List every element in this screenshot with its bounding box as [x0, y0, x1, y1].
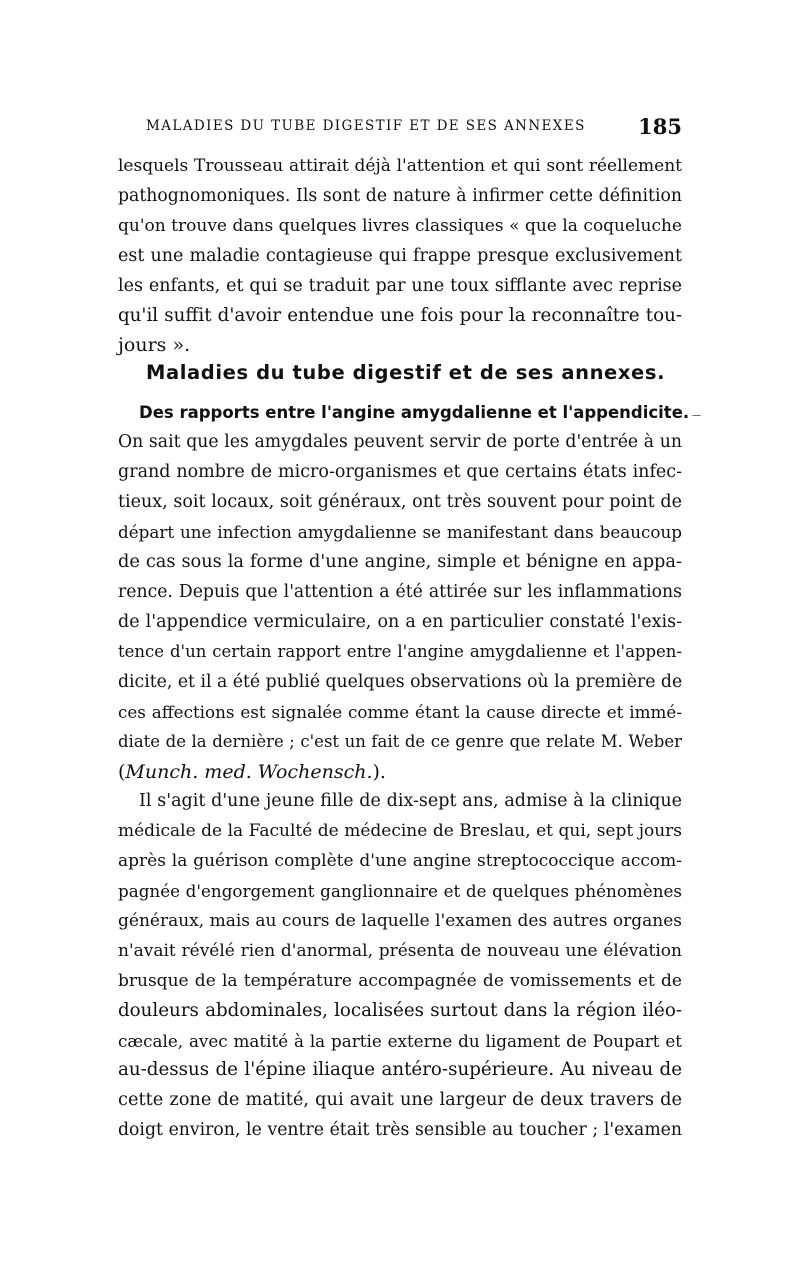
text-line: n'avait révélé rien d'anormal, présenta de nouveau une élévation — [118, 941, 682, 961]
text-line: tence d'un certain rapport entre l'angine amygdalienne et l'appen- — [118, 642, 682, 661]
text-line: au-dessus de l'épine iliaque antéro-supérieure. Au niveau de — [118, 1059, 682, 1080]
text-line: pagnée d'engorgement ganglionnaire et de quelques phénomènes — [118, 881, 682, 901]
text-line: grand nombre de micro-organismes et que certains états infec- — [118, 462, 682, 482]
text-line: après la guérison complète d'une angine streptococcique accom- — [118, 851, 682, 871]
text-line: cette zone de matité, qui avait une largeur de deux travers de — [118, 1090, 682, 1110]
text-line: rence. Depuis que l'attention a été attirée sur les inflammations — [118, 582, 682, 602]
text-line: diate de la dernière ; c'est un fait de ce genre que relate M. Weber — [118, 732, 682, 751]
text-line: brusque de la température accompagnée de vomissements et de — [118, 971, 682, 991]
text-line: ces affections est signalée comme étant la cause directe et immé- — [118, 702, 682, 722]
citation-journal: Munch. med. Wochensch. — [125, 761, 373, 783]
text-line: de cas sous la forme d'une angine, simple et bénigne en appa- — [118, 552, 682, 572]
text-line: dicite, et il a été publié quelques observations où la première de — [118, 672, 683, 692]
text-line: doigt environ, le ventre était très sensible au toucher ; l'examen — [118, 1120, 682, 1140]
text-line: qu'on trouve dans quelques livres classiques « que la coqueluche — [118, 216, 682, 236]
text-line: est une maladie contagieuse qui frappe presque exclusivement — [118, 246, 682, 266]
text-line: pathognomoniques. Ils sont de nature à infirmer cette définition — [118, 186, 682, 206]
text-line: de l'appendice vermiculaire, on a en particulier constaté l'exis- — [118, 612, 682, 632]
text-line: cæcale, avec matité à la partie externe du ligament de Poupart et — [118, 1031, 682, 1051]
text-line: qu'il suffit d'avoir entendue une fois pour la reconnaître tou- — [118, 305, 682, 326]
text-line: jours ». — [118, 334, 191, 356]
subsection-dash: — — [689, 411, 702, 421]
text-line: lesquels Trousseau attirait déjà l'attention et qui sont réellement — [118, 156, 682, 176]
citation-open: ( — [118, 761, 126, 783]
text-line: départ une infection amygdalienne se manifestant dans beaucoup — [118, 522, 682, 542]
section-heading: Maladies du tube digestif et de ses annexes. — [146, 361, 666, 384]
citation-close: ). — [372, 761, 386, 783]
text-line: tieux, soit locaux, soit généraux, ont très souvent pour point de — [118, 492, 682, 512]
text-line: généraux, mais au cours de laquelle l'examen des autres organes — [118, 911, 682, 931]
subsection-heading-line — [139, 398, 702, 428]
citation-line — [118, 757, 682, 787]
running-head — [118, 114, 682, 140]
text-line: On sait que les amygdales peuvent servir de porte d'entrée à un — [118, 432, 682, 452]
text-line: les enfants, et qui se traduit par une toux sifflante avec reprise — [118, 276, 682, 296]
page-number: 185 — [638, 114, 682, 139]
text-line: médicale de la Faculté de médecine de Breslau, et qui, sept jours — [118, 821, 682, 841]
text-line: Il s'agit d'une jeune fille de dix-sept ans, admise à la clinique — [139, 791, 682, 811]
subsection-title: Des rapports entre l'angine amygdalienne et l'appendicite. — [139, 403, 690, 422]
text-line: douleurs abdominales, localisées surtout dans la région iléo- — [118, 1000, 682, 1021]
running-head-title: MALADIES DU TUBE DIGESTIF ET DE SES ANNEXES — [146, 118, 586, 134]
